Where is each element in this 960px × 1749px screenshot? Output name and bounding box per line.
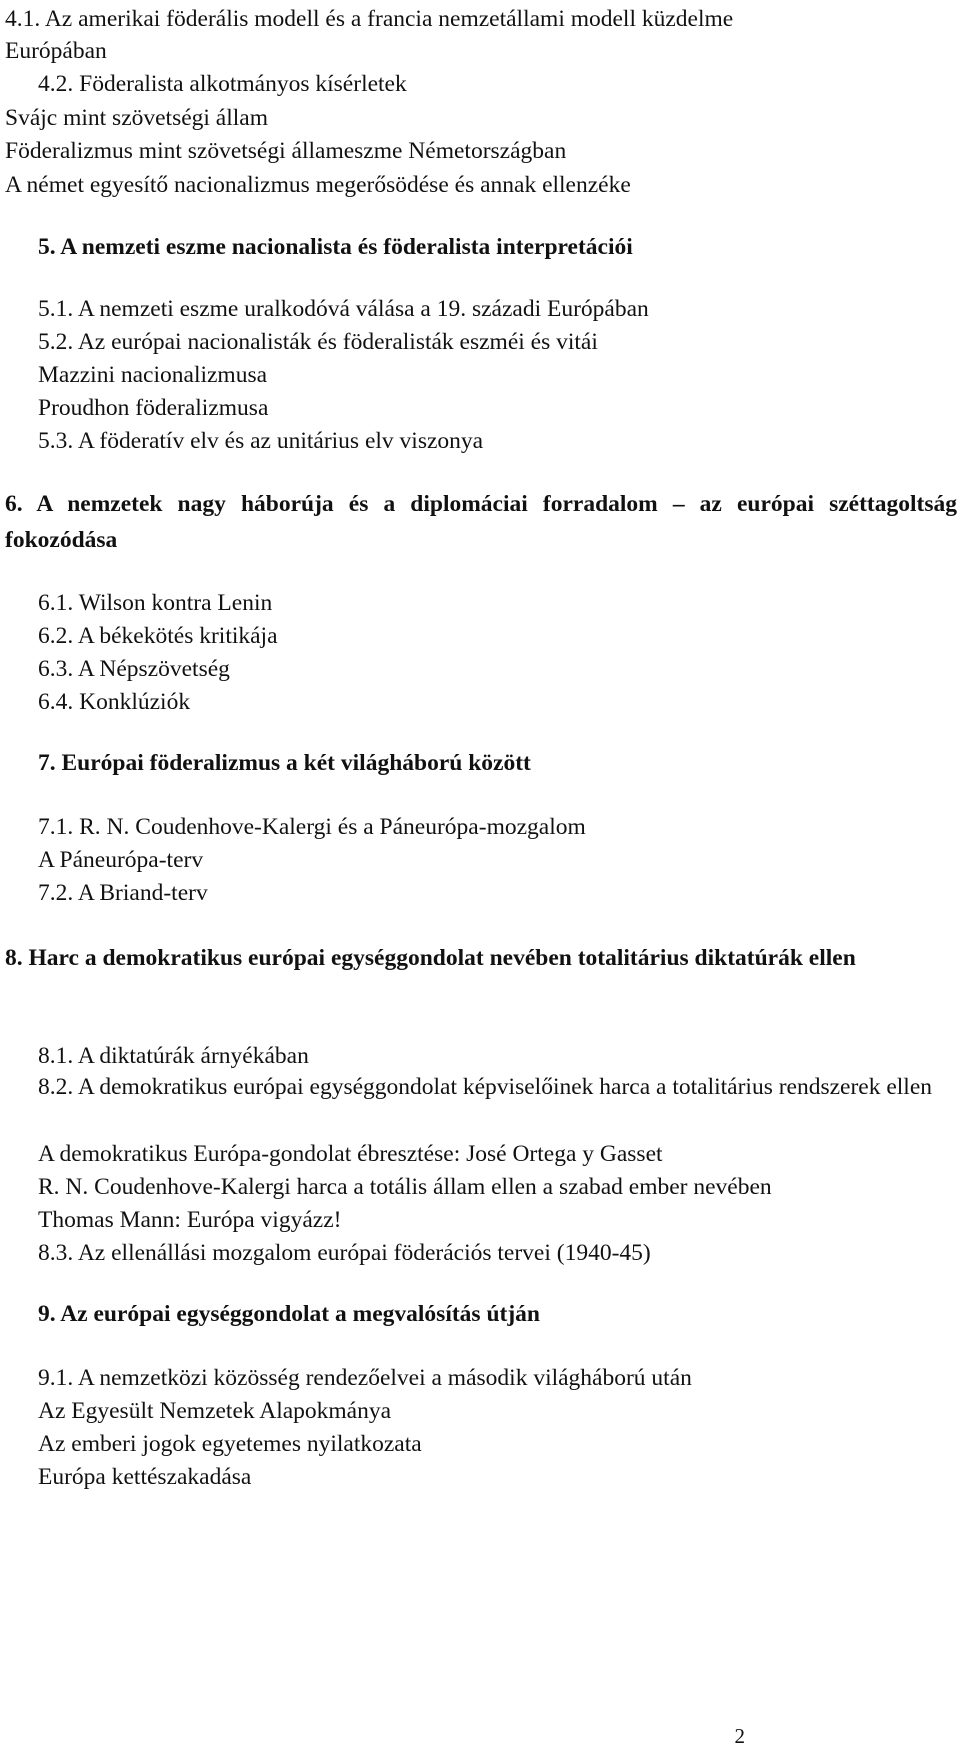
toc-subentry: Svájc mint szövetségi állam [5,105,269,131]
toc-entry-5-2: 5.2. Az európai nacionalisták és föderalisták eszméi és vitái [38,329,598,355]
toc-heading-5: 5. A nemzeti eszme nacionalista és föderalista interpretációi [38,234,633,260]
toc-entry-9-1: 9.1. A nemzetközi közösség rendezőelvei a második világháború után [38,1365,692,1391]
toc-subentry: Föderalizmus mint szövetségi állameszme Németországban [5,138,567,164]
toc-entry-7-1: 7.1. R. N. Coudenhove-Kalergi és a Páneurópa-mozgalom [38,814,586,840]
toc-entry-8-3: 8.3. Az ellenállási mozgalom európai föderációs tervei (1940-45) [38,1240,651,1266]
toc-entry-6-4: 6.4. Konklúziók [38,689,191,715]
toc-subentry: A német egyesítő nacionalizmus megerősödése és annak ellenzéke [5,172,631,198]
toc-entry-8-2: 8.2. A demokratikus európai egységgondolat képviselőinek harca a totalitárius rendszerek ellen [38,1074,933,1100]
toc-entry-4-1-continuation: Európában [5,38,107,64]
toc-entry-8-1: 8.1. A diktatúrák árnyékában [38,1043,309,1069]
toc-subentry: Thomas Mann: Európa vigyázz! [38,1207,342,1233]
toc-heading-6: 6. A nemzetek nagy háborúja és a diplomáciai forradalom – az európai széttagoltság fokozódása [5,491,957,553]
toc-subentry: Az Egyesült Nemzetek Alapokmánya [38,1398,392,1424]
toc-subentry: Az emberi jogok egyetemes nyilatkozata [38,1431,422,1457]
toc-entry-4-1: 4.1. Az amerikai föderális modell és a francia nemzetállami modell küzdelme [5,6,734,32]
toc-subentry: A demokratikus Európa-gondolat ébresztése: José Ortega y Gasset [38,1141,663,1167]
toc-entry-6-3: 6.3. A Népszövetség [38,656,230,682]
toc-heading-8: 8. Harc a demokratikus európai egységgondolat nevében totalitárius diktatúrák ellen [5,945,856,971]
toc-entry-6-2: 6.2. A békekötés kritikája [38,623,278,649]
toc-entry-6-1: 6.1. Wilson kontra Lenin [38,590,273,616]
toc-subentry: A Páneurópa-terv [38,847,204,873]
toc-entry-5-3: 5.3. A föderatív elv és az unitárius elv viszonya [38,428,484,454]
toc-entry-4-2: 4.2. Föderalista alkotmányos kísérletek [38,71,407,97]
toc-subentry: Európa kettészakadása [38,1464,252,1490]
toc-entry-7-2: 7.2. A Briand-terv [38,880,208,906]
toc-subentry: Mazzini nacionalizmusa [38,362,268,388]
page-number: 2 [734,1724,745,1748]
toc-heading-9: 9. Az európai egységgondolat a megvalósítás útján [38,1301,540,1327]
toc-heading-7: 7. Európai föderalizmus a két világháború között [38,750,531,776]
toc-subentry: R. N. Coudenhove-Kalergi harca a totális állam ellen a szabad ember nevében [38,1174,772,1200]
toc-entry-5-1: 5.1. A nemzeti eszme uralkodóvá válása a 19. századi Európában [38,296,649,322]
toc-subentry: Proudhon föderalizmusa [38,395,269,421]
